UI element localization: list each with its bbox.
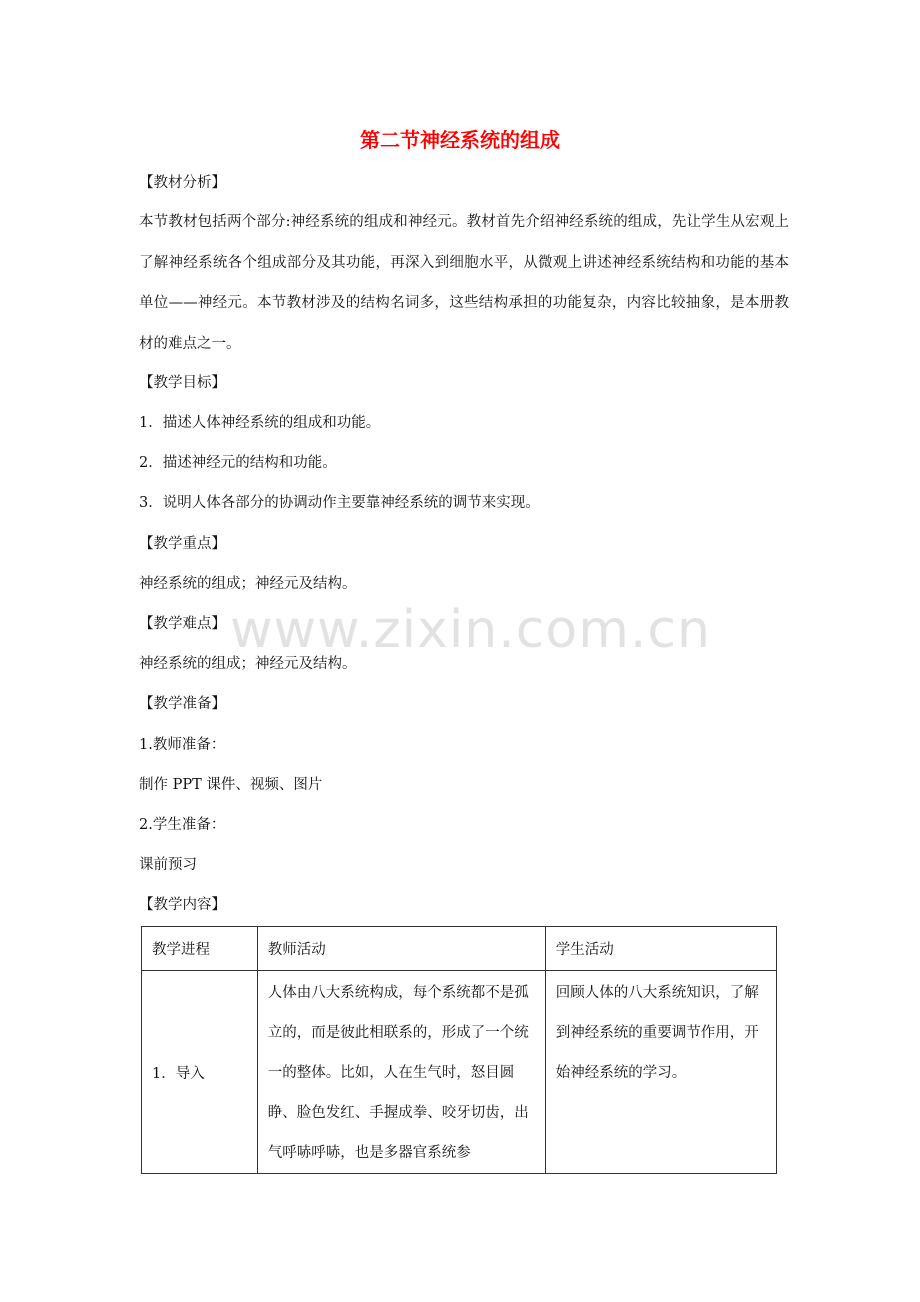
key-points-heading: 【教学重点】 — [139, 536, 226, 552]
analysis-paragraph: 本节教材包括两个部分:神经系统的组成和神经元。教材首先介绍神经系统的组成，先让学生从宏观上了解神经系统各个组成部分及其功能，再深入到细胞水平，从微观上讲述神经系统结构和功能的基本单位——神经元。本节教材涉及的结构名词多，这些结构承担的功能复杂，内容比较抽象，是本册教材的难点之一。 — [139, 214, 789, 352]
cell-student-activity: 回顾人体的八大系统知识，了解到神经系统的重要调节作用，开始神经系统的学习。 — [555, 985, 759, 1081]
document-title: 第二节神经系统的组成 — [360, 128, 560, 152]
lesson-table — [141, 926, 777, 1174]
cell-student-activity-wrap — [545, 971, 776, 1174]
difficult-points-text: 神经系统的组成；神经元及结构。 — [139, 656, 357, 672]
header-stage: 教学进程 — [142, 927, 258, 971]
cell-teacher-activity: 人体由八大系统构成，每个系统都不是孤立的，而是彼此相联系的，形成了一个统一的整体。比如，人在生气时，怒目圆睁、脸色发红、手握成拳、咬牙切齿，出气呼哧呼哧，也是多器官系统参 — [267, 985, 529, 1161]
analysis-heading: 【教材分析】 — [139, 175, 226, 191]
student-prep-text: 课前预习 — [139, 857, 197, 873]
content-heading: 【教学内容】 — [139, 897, 226, 913]
cell-teacher-activity-wrap — [257, 971, 545, 1174]
goal-item-2: 2．描述神经元的结构和功能。 — [139, 455, 337, 471]
table-row — [142, 971, 777, 1174]
goal-item-1: 1．描述人体神经系统的组成和功能。 — [139, 415, 381, 431]
goals-heading: 【教学目标】 — [139, 375, 226, 391]
student-prep-label: 2.学生准备： — [139, 817, 226, 833]
goal-item-3: 3．说明人体各部分的协调动作主要靠神经系统的调节来实现。 — [139, 495, 540, 511]
key-points-text: 神经系统的组成；神经元及结构。 — [139, 576, 357, 592]
header-student-activity: 学生活动 — [545, 927, 776, 971]
header-teacher-activity: 教师活动 — [257, 927, 545, 971]
cell-stage: 1．导入 — [142, 971, 258, 1174]
teacher-prep-text: 制作 PPT 课件、视频、图片 — [139, 777, 323, 793]
preparation-heading: 【教学准备】 — [139, 696, 226, 712]
table-header-row — [142, 927, 777, 971]
watermark-text: www.zixin.com.cn — [230, 600, 711, 660]
difficult-points-heading: 【教学难点】 — [139, 616, 226, 632]
teacher-prep-label: 1.教师准备： — [139, 737, 226, 753]
